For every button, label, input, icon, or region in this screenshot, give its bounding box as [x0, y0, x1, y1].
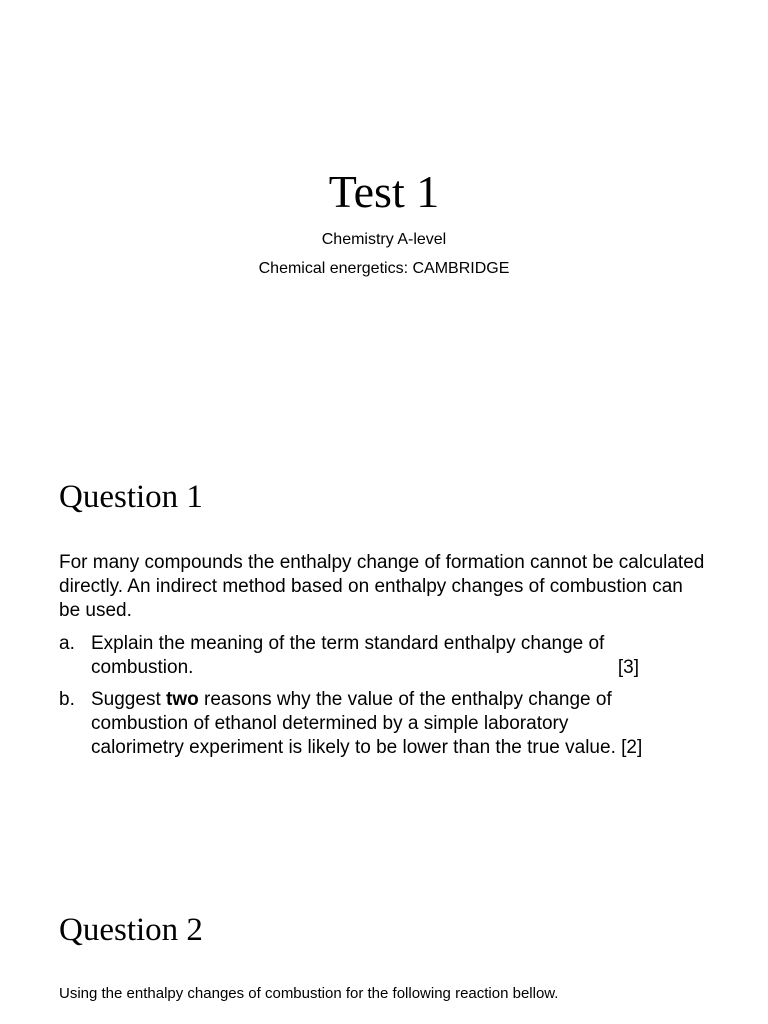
- part-b-line-1-bold: two: [166, 689, 199, 710]
- question-1-part-a: [59, 632, 719, 680]
- question-2-heading: Question 2: [59, 912, 203, 948]
- question-1-part-b: [59, 688, 719, 760]
- question-1-intro: For many compounds the enthalpy change of formation cannot be calculated directly. An indirect method based on enthalpy changes of combustion can be used.: [59, 552, 705, 621]
- part-a-marker: a.: [59, 633, 75, 654]
- part-a-line-2-wrap: [91, 656, 719, 680]
- part-b-marker: b.: [59, 689, 75, 710]
- part-b-line-2: combustion of ethanol determined by a simple laboratory: [91, 713, 569, 734]
- page-title: Test 1: [328, 166, 440, 217]
- part-b-line-3: calorimetry experiment is likely to be lower than the true value. [2]: [91, 737, 643, 758]
- part-a-line-1: Explain the meaning of the term standard enthalpy change of: [91, 633, 605, 654]
- topic-subtitle: Chemical energetics: CAMBRIDGE: [258, 260, 510, 277]
- part-b-item: [59, 688, 719, 760]
- subject-subtitle: Chemistry A-level: [321, 231, 447, 248]
- question-1-heading: Question 1: [59, 479, 203, 515]
- part-a-marks: [3]: [617, 657, 639, 678]
- part-b-line-1-post: reasons why the value of the enthalpy change of: [198, 689, 612, 710]
- part-a-line-2: combustion.: [91, 657, 194, 678]
- part-b-line-1-pre: Suggest: [91, 689, 166, 710]
- question-2-text: Using the enthalpy changes of combustion for the following reaction bellow.: [59, 985, 559, 1002]
- part-b-line-1: [91, 688, 719, 712]
- part-a-item: [59, 632, 719, 680]
